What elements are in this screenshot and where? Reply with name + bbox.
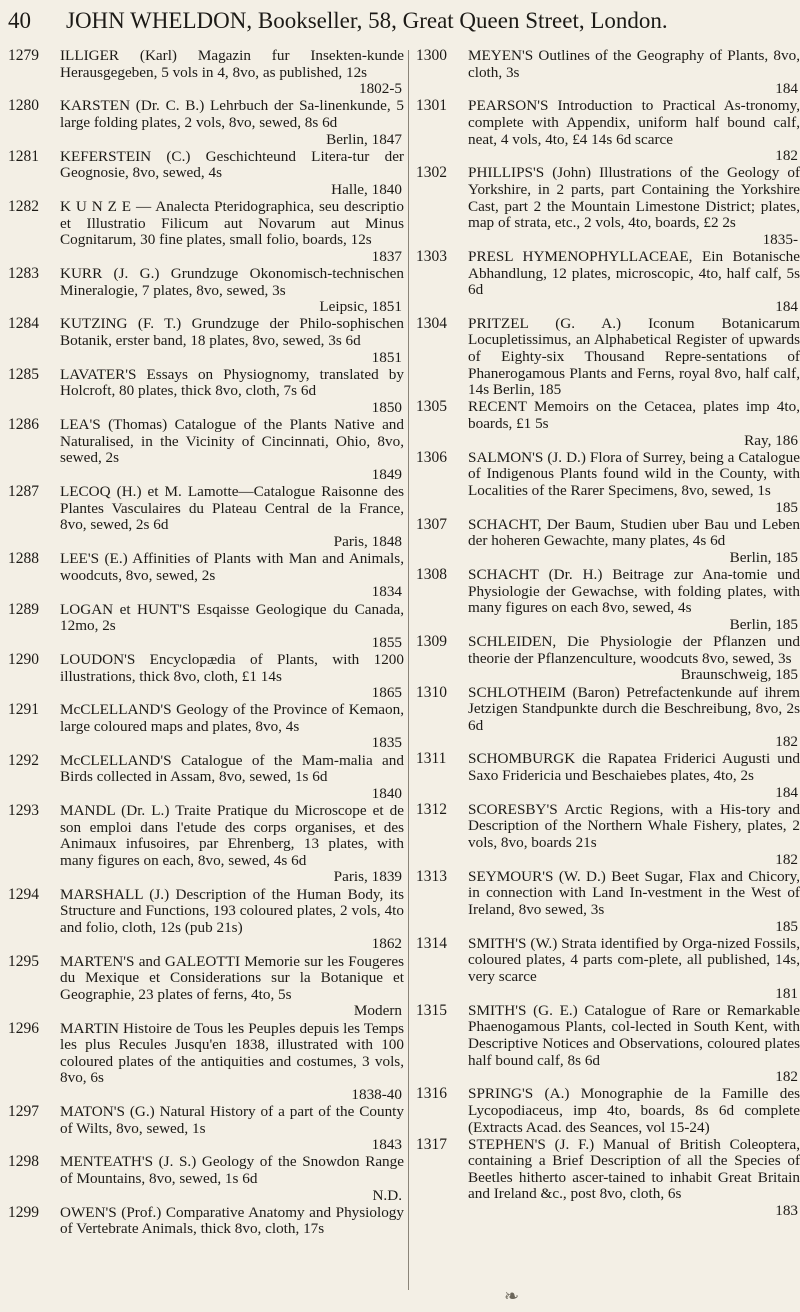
entry-number: 1297 bbox=[8, 1103, 39, 1121]
entry-text: MARSHALL (J.) Description of the Human Body, its Structure and Functions, 193 coloured plates, 2 vols, 4to and folio, cloth, 12s (pub 21s) bbox=[60, 885, 404, 936]
entry-text: KUTZING (F. T.) Grundzuge der Philo-sophischen Botanik, erster band, 18 plates, 8vo, sewed, 3s 6d bbox=[60, 315, 404, 350]
running-title: JOHN WHELDON, Bookseller, 58, Great Queen Street, London. bbox=[66, 8, 668, 33]
entry-number: 1307 bbox=[416, 515, 447, 533]
catalogue-entry bbox=[8, 417, 404, 483]
catalogue-entry bbox=[416, 634, 800, 684]
entry-imprint: 1851 bbox=[371, 348, 402, 366]
catalogue-entry bbox=[416, 751, 800, 801]
catalogue-entry bbox=[416, 316, 800, 399]
catalogue-entry bbox=[416, 450, 800, 516]
entry-imprint: 185 bbox=[775, 917, 798, 935]
entry-text: SCHACHT, Der Baum, Studien uber Bau und Leben der hoheren Gewachte, many plates, 4s 6d bbox=[468, 515, 800, 550]
entry-number: 1282 bbox=[8, 198, 39, 216]
entry-imprint: 182 bbox=[775, 733, 798, 751]
entry-text: McCLELLAND'S Catalogue of the Mam-malia and Birds collected in Assam, 8vo, sewed, 1s 6d bbox=[60, 751, 404, 786]
entry-imprint: Berlin, 1847 bbox=[326, 130, 402, 148]
entry-text: K U N Z E — Analecta Pteridographica, seu descriptio et Illustratio Filicum aut Novarum aut Minus Cognitarum, 30 fine plates, small folio, boards, 12s bbox=[60, 198, 404, 249]
entry-imprint: 1843 bbox=[371, 1136, 402, 1154]
entry-text: SMITH'S (G. E.) Catalogue of Rare or Remarkable Phaenogamous Plants, col-lected in South Kent, with Descriptive Notices and Observations, coloured plates half bound calf, 8s 6d bbox=[468, 1001, 800, 1069]
entry-number: 1280 bbox=[8, 97, 39, 115]
entry-number: 1288 bbox=[8, 550, 39, 568]
catalogue-entry bbox=[416, 165, 800, 248]
entry-number: 1296 bbox=[8, 1019, 39, 1037]
catalogue-entry bbox=[416, 1137, 800, 1220]
entry-number: 1310 bbox=[416, 683, 447, 701]
entry-text: PRITZEL (G. A.) Iconum Botanicarum Locupletissimus, an Alphabetical Register of upwards of Eighty-six Thousand Repre-sentations of Phanerogamous Plants and Ferns, royal 8vo, half calf, 14s Berlin, 185 bbox=[468, 314, 800, 399]
catalogue-entry bbox=[416, 249, 800, 315]
entry-imprint: Berlin, 185 bbox=[729, 615, 798, 633]
entry-number: 1294 bbox=[8, 885, 39, 903]
entry-number: 1286 bbox=[8, 416, 39, 434]
entry-text: STEPHEN'S (J. F.) Manual of British Coleoptera, containing a Brief Description of all the Species of Beetles hitherto ascer-tained to inhabit Great Britain and Ireland &c., post 8vo, cloth, 6s bbox=[468, 1135, 800, 1203]
page-number: 40 bbox=[8, 8, 31, 33]
entry-text: KARSTEN (Dr. C. B.) Lehrbuch der Sa-linenkunde, 5 large folding plates, 2 vols, 8vo, sewed, 8s 6d bbox=[60, 97, 404, 131]
entry-text: McCLELLAND'S Geology of the Province of Kemaon, large coloured maps and plates, 8vo, 4s bbox=[60, 701, 404, 735]
entry-imprint: 184 bbox=[775, 783, 798, 801]
entry-number: 1300 bbox=[416, 48, 447, 64]
entry-text: SCHOMBURGK die Rapatea Friderici Augusti und Saxo Fridericia und Beschaiebes plates, 4to, 2s bbox=[468, 750, 800, 785]
entry-number: 1309 bbox=[416, 633, 447, 651]
entry-text: LOUDON'S Encyclopædia of Plants, with 1200 illustrations, thick 8vo, cloth, £1 14s bbox=[60, 650, 404, 685]
entry-number: 1302 bbox=[416, 164, 447, 182]
catalogue-entry bbox=[416, 936, 800, 1002]
ornament-mark: ❧ bbox=[504, 1286, 520, 1306]
entry-imprint: 1802-5 bbox=[358, 80, 402, 98]
entry-text: SALMON'S (J. D.) Flora of Surrey, being a Catalogue of Indigenous Plants found wild in the County, with Localities of the Rarer Specimens, 8vo, sewed, 1s bbox=[468, 448, 800, 499]
entry-imprint: 1838-40 bbox=[351, 1085, 402, 1103]
entry-text: MENTEATH'S (J. S.) Geology of the Snowdon Range of Mountains, 8vo, sewed, 1s 6d bbox=[60, 1153, 404, 1188]
catalogue-entry bbox=[8, 316, 404, 366]
entry-text: SMITH'S (W.) Strata identified by Orga-nized Fossils, coloured plates, 4 parts com-plete, all published, 14s, very scarce bbox=[468, 934, 800, 985]
entry-text: OWEN'S (Prof.) Comparative Anatomy and Physiology of Vertebrate Animals, thick 8vo, cloth, 17s bbox=[60, 1203, 404, 1238]
entry-imprint: 1850 bbox=[371, 399, 402, 417]
catalogue-entry bbox=[8, 98, 404, 148]
entry-number: 1308 bbox=[416, 566, 447, 584]
entry-text: SCHLEIDEN, Die Physiologie der Pflanzen und theorie der Pflanzenculture, woodcuts 8vo, sewed, 3s bbox=[468, 633, 800, 667]
entry-number: 1290 bbox=[8, 650, 39, 668]
entry-number: 1316 bbox=[416, 1085, 447, 1103]
catalogue-entry bbox=[416, 1003, 800, 1086]
entry-text: LAVATER'S Essays on Physiognomy, translated by Holcroft, 80 plates, thick 8vo, cloth, 7s 6d bbox=[60, 365, 404, 400]
catalogue-entry bbox=[8, 367, 404, 417]
entry-number: 1283 bbox=[8, 265, 39, 283]
catalogue-entry bbox=[8, 602, 404, 652]
entry-text: PRESL HYMENOPHYLLACEAE, Ein Botanische Abhandlung, 12 plates, microscopic, 4to, half calf, 5s 6d bbox=[468, 247, 800, 299]
entry-imprint: 1865 bbox=[371, 684, 402, 702]
entry-imprint: 182 bbox=[775, 1068, 798, 1086]
entry-number: 1303 bbox=[416, 247, 447, 265]
entry-imprint: Paris, 1839 bbox=[333, 868, 402, 886]
catalogue-entry bbox=[8, 1104, 404, 1154]
catalogue-entry bbox=[416, 98, 800, 164]
entry-text: SPRING'S (A.) Monographie de la Famille des Lycopodiaceus, imp 4to, boards, 8s 6d complete (Extracts Acad. des Seances, vol 15-24) bbox=[468, 1085, 800, 1136]
entry-text: SEYMOUR'S (W. D.) Beet Sugar, Flax and Chicory, in connection with Land In-vestment in the West of Ireland, 8vo sewed, 3s bbox=[468, 867, 800, 918]
catalogue-entry bbox=[416, 567, 800, 633]
catalogue-entry bbox=[8, 199, 404, 265]
catalogue-entry bbox=[8, 48, 404, 98]
entry-imprint: Berlin, 185 bbox=[729, 548, 798, 566]
entry-number: 1317 bbox=[416, 1135, 447, 1153]
entry-text: RECENT Memoirs on the Cetacea, plates imp 4to, boards, £1 5s bbox=[468, 398, 800, 433]
entry-number: 1279 bbox=[8, 48, 39, 64]
entry-imprint: Paris, 1848 bbox=[333, 532, 402, 550]
entry-text: MATON'S (G.) Natural History of a part of the County of Wilts, 8vo, sewed, 1s bbox=[60, 1103, 404, 1137]
catalogue-entry bbox=[8, 652, 404, 702]
entry-text: SCORESBY'S Arctic Regions, with a His-tory and Description of the Northern Whale Fishery, plates, 2 vols, 8vo, boards 21s bbox=[468, 800, 800, 852]
catalogue-entry bbox=[416, 517, 800, 567]
entry-number: 1298 bbox=[8, 1153, 39, 1171]
entry-number: 1289 bbox=[8, 600, 39, 618]
entry-imprint: 1835- bbox=[762, 230, 798, 248]
entry-text: MEYEN'S Outlines of the Geography of Plants, 8vo, cloth, 3s bbox=[468, 48, 800, 81]
catalogue-entry bbox=[8, 753, 404, 803]
entry-imprint: Ray, 186 bbox=[744, 431, 798, 449]
entry-number: 1315 bbox=[416, 1001, 447, 1019]
column-divider bbox=[408, 50, 409, 1290]
entry-text: KEFERSTEIN (C.) Geschichteund Litera-tur der Geognosie, 8vo, sewed, 4s bbox=[60, 147, 404, 182]
entry-number: 1314 bbox=[416, 934, 447, 952]
right-column bbox=[416, 48, 800, 1312]
entry-text: SCHLOTHEIM (Baron) Petrefactenkunde auf ihrem Jetzigen Standpunkte durch die Beschreibung, 8vo, 2s 6d bbox=[468, 683, 800, 734]
entry-imprint: N.D. bbox=[372, 1186, 402, 1204]
catalogue-entry bbox=[8, 266, 404, 316]
entry-number: 1301 bbox=[416, 97, 447, 115]
entry-text: LEE'S (E.) Affinities of Plants with Man and Animals, woodcuts, 8vo, sewed, 2s bbox=[60, 550, 404, 584]
catalogue-entry bbox=[416, 802, 800, 868]
entry-text: LECOQ (H.) et M. Lamotte—Catalogue Raisonne des Plantes Vasculaires du Plateau Central de la France, 8vo, sewed, 2s 6d bbox=[60, 483, 404, 534]
entry-imprint: 1835 bbox=[371, 734, 402, 752]
entry-text: ILLIGER (Karl) Magazin fur Insekten-kunde Herausgegeben, 5 vols in 4, 8vo, as published, 12s bbox=[60, 48, 404, 81]
entry-imprint: 181 bbox=[775, 984, 798, 1002]
catalogue-entry bbox=[8, 1154, 404, 1204]
catalogue-entry bbox=[8, 954, 404, 1020]
entry-imprint: 182 bbox=[775, 147, 798, 165]
catalogue-entry bbox=[8, 1021, 404, 1104]
entry-text: KURR (J. G.) Grundzuge Okonomisch-technischen Mineralogie, 7 plates, 8vo, sewed, 3s bbox=[60, 265, 404, 299]
entry-text: PEARSON'S Introduction to Practical As-tronomy, complete with Appendix, uniform half bound calf, neat, 4 vols, 4to, £4 14s 6d scarce bbox=[468, 97, 800, 148]
catalogue-entry bbox=[8, 803, 404, 886]
catalogue-entry bbox=[8, 702, 404, 752]
catalogue-entry bbox=[8, 484, 404, 550]
entry-number: 1305 bbox=[416, 398, 447, 416]
catalogue-entry bbox=[8, 149, 404, 199]
entry-number: 1295 bbox=[8, 952, 39, 970]
entry-text: MARTEN'S and GALEOTTI Memorie sur les Fougeres du Mexique et Considerations sur la Botanique et Geographie, 23 plates of ferns, 4to, 5s bbox=[60, 952, 404, 1003]
entry-imprint: 1837 bbox=[371, 247, 402, 265]
catalogue-entry bbox=[8, 887, 404, 953]
entry-number: 1313 bbox=[416, 867, 447, 885]
catalogue-entry bbox=[416, 1086, 800, 1136]
entry-imprint: 1840 bbox=[371, 784, 402, 802]
entry-imprint: Halle, 1840 bbox=[331, 180, 402, 198]
left-column bbox=[8, 48, 404, 1312]
entry-imprint: 185 bbox=[775, 498, 798, 516]
entry-imprint: 184 bbox=[775, 80, 798, 98]
entry-imprint: 1862 bbox=[371, 935, 402, 953]
catalogue-entry bbox=[416, 685, 800, 751]
entry-text: MANDL (Dr. L.) Traite Pratique du Microscope et de son emploi dans l'etude des corps organises, et des Animaux infusoires, par Ehrenberg, 13 plates, with many figures on each, 8vo, sewed, 4s 6d bbox=[60, 802, 404, 869]
entry-number: 1284 bbox=[8, 315, 39, 333]
entry-imprint: 184 bbox=[775, 297, 798, 315]
entry-number: 1293 bbox=[8, 802, 39, 820]
entry-imprint: 183 bbox=[775, 1202, 798, 1220]
entry-number: 1285 bbox=[8, 365, 39, 383]
catalogue-entry bbox=[8, 1205, 404, 1238]
catalogue-entry bbox=[416, 399, 800, 449]
entry-text: SCHACHT (Dr. H.) Beitrage zur Ana-tomie und Physiologie der Gewachse, with folding plates, with many figures on each 8vo, sewed, 4s bbox=[468, 566, 800, 617]
entry-number: 1304 bbox=[416, 314, 447, 332]
entry-number: 1291 bbox=[8, 701, 39, 719]
catalogue-entry bbox=[8, 551, 404, 601]
entry-imprint: 1834 bbox=[371, 583, 402, 601]
catalogue-entry bbox=[416, 48, 800, 98]
entry-number: 1312 bbox=[416, 800, 447, 818]
entry-imprint: Modern bbox=[353, 1002, 402, 1020]
entry-number: 1287 bbox=[8, 483, 39, 501]
catalogue-entry bbox=[416, 869, 800, 935]
entry-imprint: Braunschweig, 185 bbox=[680, 666, 798, 684]
entry-text: MARTIN Histoire de Tous les Peuples depuis les Temps les plus Recules Jusqu'en 1838, illustrated with 100 coloured plates of the antiquities and costumes, 3 vols, 8vo, 6s bbox=[60, 1019, 404, 1087]
entry-imprint: Leipsic, 1851 bbox=[319, 298, 402, 316]
entry-number: 1292 bbox=[8, 751, 39, 769]
entry-number: 1281 bbox=[8, 147, 39, 165]
entry-text: LEA'S (Thomas) Catalogue of the Plants Native and Naturalised, in the Vicinity of Cincinnati, Ohio, 8vo, sewed, 2s bbox=[60, 416, 404, 467]
entry-number: 1299 bbox=[8, 1203, 39, 1221]
entry-imprint: 182 bbox=[775, 850, 798, 868]
entry-imprint: 1855 bbox=[371, 633, 402, 651]
entry-number: 1311 bbox=[416, 750, 447, 768]
entry-imprint: 1849 bbox=[371, 466, 402, 483]
entry-text: LOGAN et HUNT'S Esqaisse Geologique du Canada, 12mo, 2s bbox=[60, 600, 404, 635]
entry-number: 1306 bbox=[416, 448, 447, 466]
entry-text: PHILLIPS'S (John) Illustrations of the Geology of Yorkshire, in 2 parts, part Containing the Yorkshire Cast, part 2 the Mountain Limestone District; plates, map of strata, etc., 2 vols, 4to, boards, £2 2s bbox=[468, 164, 800, 232]
